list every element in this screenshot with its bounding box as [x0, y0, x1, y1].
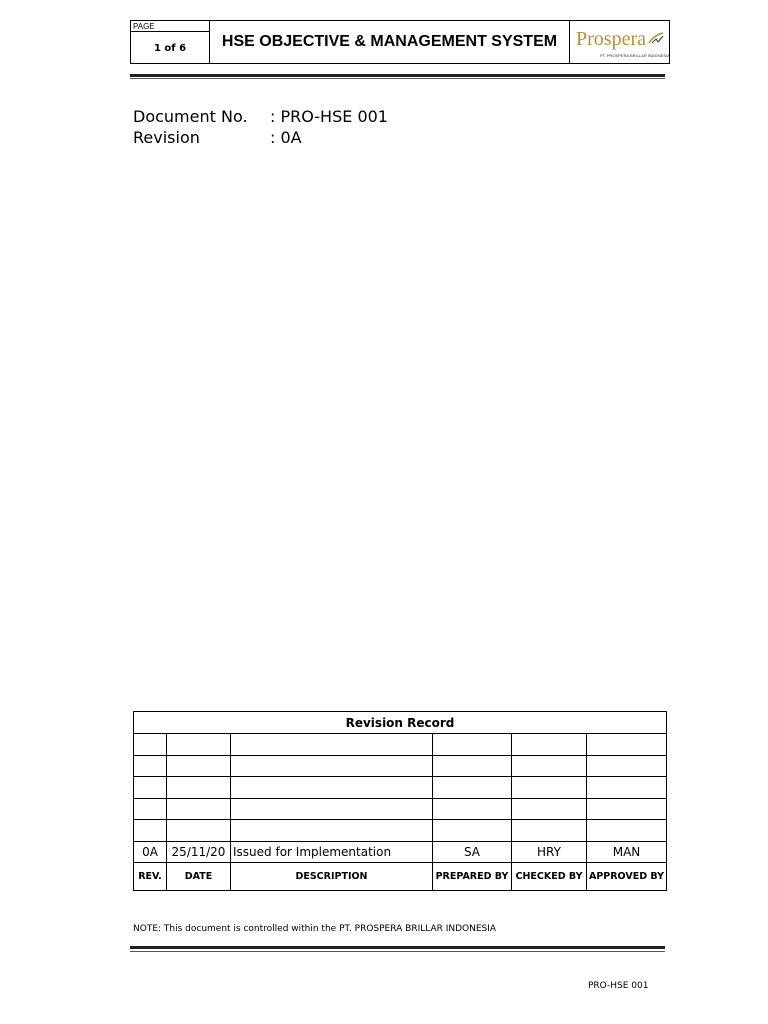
header-rule — [130, 74, 665, 77]
approved-by-cell — [587, 777, 667, 799]
table-row — [134, 820, 667, 842]
checked-by-cell: HRY — [512, 841, 587, 863]
header-rule-thin — [130, 78, 665, 79]
page-number-cell — [131, 21, 210, 63]
description-cell — [231, 755, 433, 777]
document-title: HSE OBJECTIVE & MANAGEMENT SYSTEM — [210, 21, 570, 63]
table-row — [134, 798, 667, 820]
prepared-by-cell — [433, 755, 512, 777]
logo-wordmark: Prospera — [576, 28, 646, 50]
revision-label: Revision — [133, 128, 200, 147]
table-row — [134, 755, 667, 777]
rev-cell — [134, 777, 167, 799]
checked-by-cell — [512, 820, 587, 842]
table-row — [134, 777, 667, 799]
rev-cell — [134, 734, 167, 756]
date-cell — [167, 820, 231, 842]
column-header-rev: REV. — [134, 863, 167, 891]
logo-subtext: PT. PROSPERA BRILLAR INDONESIA — [600, 53, 670, 58]
column-header-date: DATE — [167, 863, 231, 891]
checked-by-cell — [512, 755, 587, 777]
document-number-value: : PRO-HSE 001 — [270, 107, 388, 126]
description-cell — [231, 777, 433, 799]
description-cell — [231, 820, 433, 842]
rev-cell — [134, 820, 167, 842]
rev-cell — [134, 798, 167, 820]
date-cell — [167, 798, 231, 820]
revision-value: : 0A — [270, 128, 302, 147]
control-note: NOTE: This document is controlled within the PT. PROSPERA BRILLAR INDONESIA — [133, 924, 497, 934]
column-header-approved-by: APPROVED BY — [587, 863, 667, 891]
prepared-by-cell — [433, 820, 512, 842]
approved-by-cell — [587, 755, 667, 777]
revision-record-table — [133, 711, 667, 891]
approved-by-cell — [587, 734, 667, 756]
column-header-prepared-by: PREPARED BY — [433, 863, 512, 891]
approved-by-cell — [587, 798, 667, 820]
document-number-row — [133, 106, 388, 127]
description-cell — [231, 734, 433, 756]
logo-swoosh-icon — [648, 31, 664, 45]
prepared-by-cell — [433, 734, 512, 756]
prepared-by-cell: SA — [433, 841, 512, 863]
document-info — [133, 106, 388, 148]
footer-document-code: PRO-HSE 001 — [588, 981, 649, 991]
prepared-by-cell — [433, 798, 512, 820]
prepared-by-cell — [433, 777, 512, 799]
column-header-description: DESCRIPTION — [231, 863, 433, 891]
footer-rule — [130, 946, 665, 949]
page-label: PAGE — [131, 21, 209, 32]
rev-cell — [134, 755, 167, 777]
date-cell — [167, 734, 231, 756]
table-row — [134, 734, 667, 756]
column-header-row — [134, 863, 667, 891]
checked-by-cell — [512, 798, 587, 820]
description-cell: Issued for Implementation — [231, 841, 433, 863]
checked-by-cell — [512, 734, 587, 756]
date-cell: 25/11/20 — [167, 841, 231, 863]
approved-by-cell — [587, 820, 667, 842]
document-number-label: Document No. — [133, 107, 248, 126]
document-header — [130, 20, 670, 64]
column-header-checked-by: CHECKED BY — [512, 863, 587, 891]
footer-rule-thin — [130, 951, 665, 952]
revision-record-title: Revision Record — [134, 712, 667, 734]
date-cell — [167, 755, 231, 777]
page-value: 1 of 6 — [153, 43, 187, 54]
revision-row — [133, 127, 388, 148]
table-row — [134, 841, 667, 863]
rev-cell: 0A — [134, 841, 167, 863]
approved-by-cell: MAN — [587, 841, 667, 863]
company-logo — [570, 21, 669, 63]
description-cell — [231, 798, 433, 820]
checked-by-cell — [512, 777, 587, 799]
date-cell — [167, 777, 231, 799]
